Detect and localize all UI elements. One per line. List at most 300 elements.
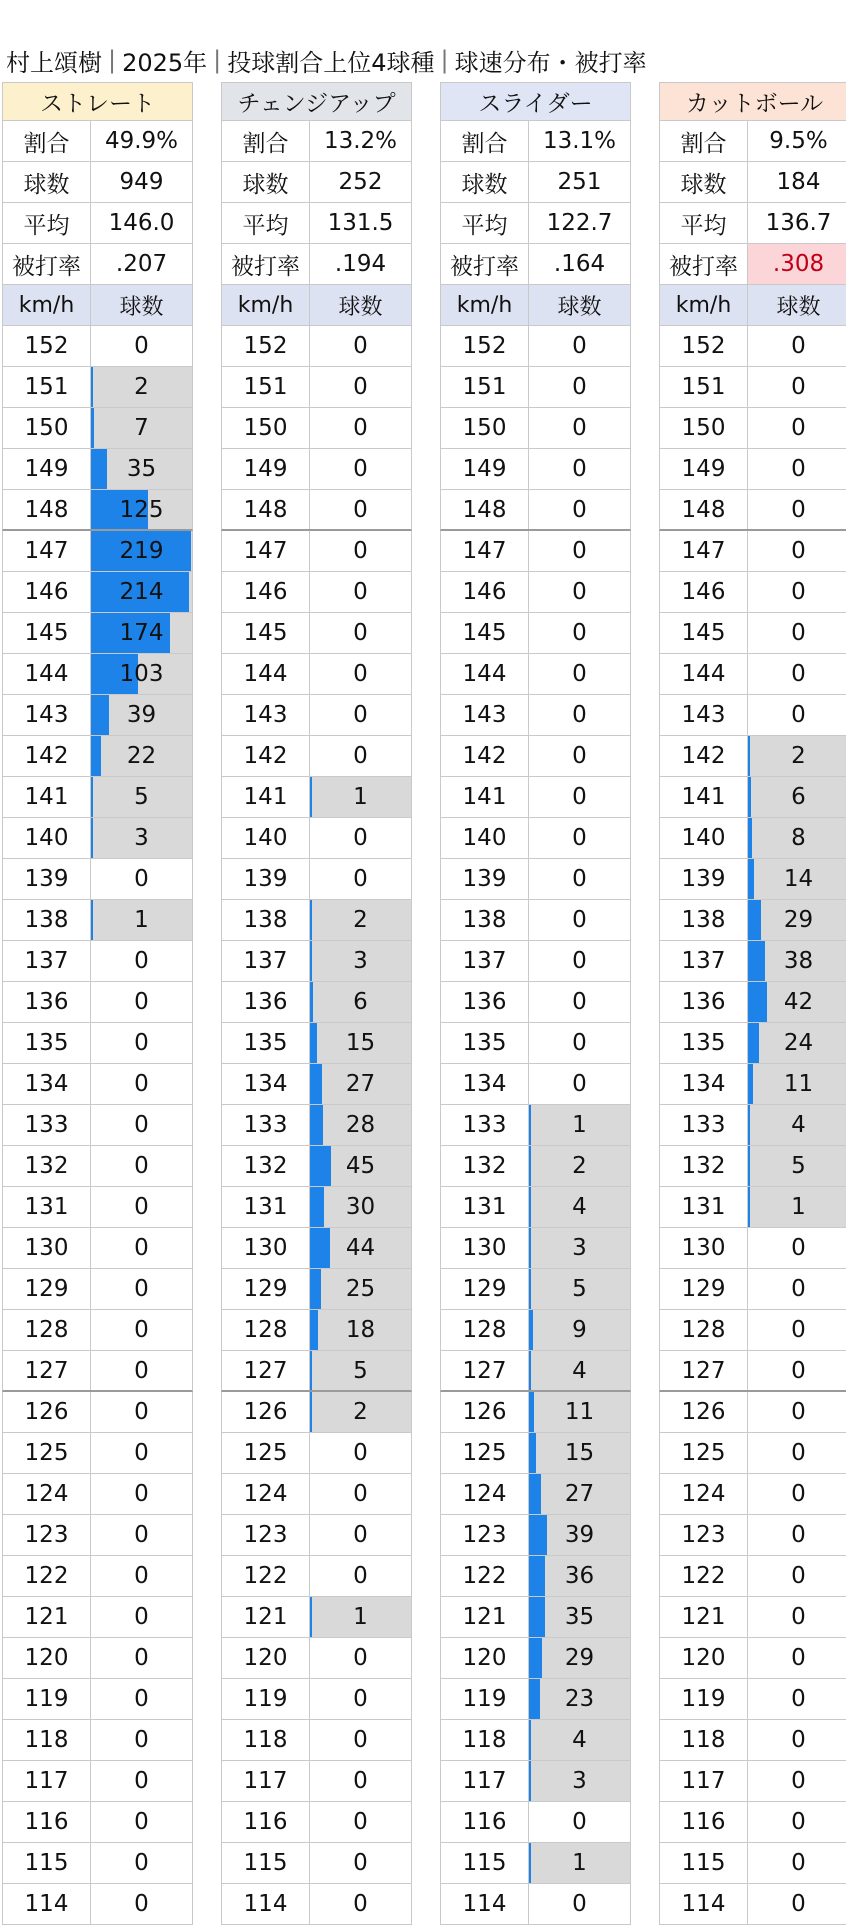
count-bar (310, 982, 313, 1022)
count-value: 0 (572, 784, 587, 810)
count-value: 0 (572, 374, 587, 400)
speed-row (221, 490, 412, 531)
speed-label: 146 (660, 572, 748, 612)
stat-ratio-label: 割合 (222, 121, 310, 161)
speed-label: 138 (660, 900, 748, 940)
speed-row (440, 1638, 631, 1679)
speed-label: 131 (222, 1187, 310, 1227)
speed-row (440, 1351, 631, 1392)
speed-label: 151 (441, 367, 529, 407)
count-value: 0 (791, 1317, 806, 1343)
speed-row (221, 1392, 412, 1433)
speed-label: 147 (222, 531, 310, 571)
speed-row (221, 736, 412, 777)
count-value: 0 (572, 579, 587, 605)
pitch-count-cell (91, 818, 192, 858)
pitch-count-cell (91, 1392, 192, 1432)
pitch-count-cell (91, 1228, 192, 1268)
count-value: 0 (791, 1440, 806, 1466)
pitch-count-cell (529, 449, 630, 489)
count-value: 3 (134, 825, 149, 851)
speed-row (440, 818, 631, 859)
count-value: 0 (134, 1891, 149, 1917)
count-value: 18 (345, 1317, 376, 1343)
count-value: 9 (572, 1317, 587, 1343)
pitch-count-cell (91, 531, 192, 571)
speed-label: 134 (660, 1064, 748, 1104)
pitch-count-cell (91, 1761, 192, 1801)
speed-row (659, 1761, 846, 1802)
pitch-count-cell (310, 1064, 411, 1104)
count-value: 0 (134, 948, 149, 974)
speed-row (221, 1023, 412, 1064)
count-bar (310, 900, 312, 940)
count-value: 0 (572, 415, 587, 441)
speed-label: 122 (222, 1556, 310, 1596)
speed-label: 128 (3, 1310, 91, 1350)
pitch-count-cell (748, 695, 846, 735)
speed-label: 134 (222, 1064, 310, 1104)
speed-label: 118 (222, 1720, 310, 1760)
speed-label: 126 (441, 1392, 529, 1432)
count-value: 24 (783, 1030, 814, 1056)
count-value: 0 (353, 1481, 368, 1507)
pitch-count-cell (748, 900, 846, 940)
pitch-count-cell (748, 1802, 846, 1842)
speed-label: 131 (660, 1187, 748, 1227)
count-bar (529, 1556, 545, 1596)
speed-row (2, 1187, 193, 1228)
stat-count-label: 球数 (441, 162, 529, 202)
speed-label: 146 (222, 572, 310, 612)
count-bar (91, 900, 93, 940)
count-value: 28 (345, 1112, 376, 1138)
speed-label: 128 (660, 1310, 748, 1350)
speed-label: 124 (3, 1474, 91, 1514)
pitch-count-cell (310, 900, 411, 940)
speed-row (440, 1761, 631, 1802)
speed-row (221, 859, 412, 900)
pitch-name-header: ストレート (2, 82, 193, 121)
pitch-count-cell (529, 1228, 630, 1268)
pitch-count-cell (310, 1679, 411, 1719)
count-value: 39 (564, 1522, 595, 1548)
speed-label: 123 (441, 1515, 529, 1555)
count-value: 0 (353, 1768, 368, 1794)
pitch-count-cell (91, 1597, 192, 1637)
pitch-count-cell (748, 1884, 846, 1924)
pitch-count-cell (529, 1187, 630, 1227)
count-value: 1 (791, 1194, 806, 1220)
speed-row (440, 531, 631, 572)
speed-label: 115 (441, 1843, 529, 1883)
speed-label: 116 (222, 1802, 310, 1842)
pitch-count-cell (529, 941, 630, 981)
pitch-count-cell (91, 1433, 192, 1473)
speed-row (221, 1638, 412, 1679)
speed-label: 141 (3, 777, 91, 817)
pitch-count-cell (748, 941, 846, 981)
stat-average-speed-label: 平均 (222, 203, 310, 243)
pitch-count-cell (91, 736, 192, 776)
stat-count-label: 球数 (660, 162, 748, 202)
distribution-header-row (2, 285, 193, 326)
stat-average-speed-value: 131.5 (327, 210, 394, 236)
speed-label: 137 (660, 941, 748, 981)
speed-label: 152 (441, 326, 529, 366)
count-bar (748, 1023, 759, 1063)
speed-row (659, 1064, 846, 1105)
speed-label: 137 (222, 941, 310, 981)
speed-row (2, 449, 193, 490)
pitch-count-cell (310, 1556, 411, 1596)
count-bar (529, 1597, 545, 1637)
speed-row (221, 1556, 412, 1597)
pitch-count-cell (310, 1884, 411, 1924)
stat-batting-average-against-value: .207 (115, 251, 168, 277)
stat-ratio-row (221, 121, 412, 162)
speed-label: 151 (660, 367, 748, 407)
pitch-panel (221, 82, 412, 1925)
pitch-count-cell (91, 449, 192, 489)
speed-row (659, 1269, 846, 1310)
count-value: 30 (345, 1194, 376, 1220)
count-value: 14 (783, 866, 814, 892)
stat-ratio-label: 割合 (3, 121, 91, 161)
speed-label: 115 (222, 1843, 310, 1883)
pitch-count-cell (529, 1310, 630, 1350)
speed-label: 117 (441, 1761, 529, 1801)
pitch-count-cell (748, 1761, 846, 1801)
pitch-count-cell (529, 695, 630, 735)
count-value: 0 (353, 538, 368, 564)
count-bar (529, 1433, 536, 1473)
count-value: 0 (134, 1686, 149, 1712)
pitch-count-cell (748, 367, 846, 407)
count-value: 0 (353, 496, 368, 523)
speed-label: 132 (441, 1146, 529, 1186)
pitch-count-cell (529, 1884, 630, 1924)
stat-ratio-row (2, 121, 193, 162)
pitch-count-cell (310, 1802, 411, 1842)
speed-row (440, 367, 631, 408)
count-value: 29 (564, 1645, 595, 1671)
speed-label: 116 (441, 1802, 529, 1842)
pitch-count-column-header: 球数 (338, 294, 383, 320)
pitch-count-cell (529, 1679, 630, 1719)
count-value: 2 (353, 907, 368, 933)
stat-average-speed-row (2, 203, 193, 244)
pitch-count-cell (529, 1843, 630, 1883)
speed-row (659, 941, 846, 982)
speed-row (2, 736, 193, 777)
count-value: 0 (353, 1522, 368, 1548)
count-value: 0 (353, 374, 368, 400)
speed-row (440, 490, 631, 531)
pitch-count-cell (310, 613, 411, 653)
pitch-count-cell (310, 326, 411, 366)
pitch-count-cell (529, 1392, 630, 1432)
speed-row (221, 941, 412, 982)
count-bar (529, 1228, 531, 1268)
pitch-count-cell (748, 1023, 846, 1063)
speed-row (2, 1310, 193, 1351)
speed-label: 121 (441, 1597, 529, 1637)
pitch-count-cell (748, 1638, 846, 1678)
speed-row (2, 654, 193, 695)
count-value: 0 (353, 579, 368, 605)
count-value: 5 (791, 1153, 806, 1179)
count-value: 36 (564, 1563, 595, 1589)
pitch-count-cell (310, 531, 411, 571)
stat-ratio-value: 9.5% (769, 128, 828, 154)
count-value: 44 (345, 1235, 376, 1261)
pitch-count-cell (748, 613, 846, 653)
count-value: 0 (572, 743, 587, 769)
speed-label: 132 (3, 1146, 91, 1186)
speed-label: 151 (3, 367, 91, 407)
pitch-count-cell (529, 982, 630, 1022)
pitch-count-cell (310, 1105, 411, 1145)
count-bar (748, 818, 752, 858)
count-bar (529, 1474, 541, 1514)
stat-average-speed-value: 122.7 (546, 210, 613, 236)
speed-row (2, 1228, 193, 1269)
speed-row (659, 1679, 846, 1720)
pitch-count-cell (91, 613, 192, 653)
count-value: 0 (572, 702, 587, 728)
count-bar (310, 941, 312, 981)
speed-row (221, 1474, 412, 1515)
pitch-count-cell (529, 613, 630, 653)
speed-row (221, 1843, 412, 1884)
count-value: 0 (134, 1071, 149, 1097)
speed-row (440, 1802, 631, 1843)
speed-row (2, 1597, 193, 1638)
pitch-count-cell (310, 1269, 411, 1309)
speed-label: 117 (3, 1761, 91, 1801)
count-value: 0 (353, 1563, 368, 1589)
speed-label: 125 (660, 1433, 748, 1473)
count-value: 0 (134, 1727, 149, 1753)
speed-label: 150 (441, 408, 529, 448)
speed-label: 122 (660, 1556, 748, 1596)
speed-label: 147 (441, 531, 529, 571)
speed-row (221, 900, 412, 941)
speed-label: 123 (660, 1515, 748, 1555)
count-value: 0 (134, 1768, 149, 1794)
speed-label: 121 (660, 1597, 748, 1637)
speed-row (2, 695, 193, 736)
speed-label: 131 (441, 1187, 529, 1227)
stat-batting-average-against-row (659, 244, 846, 285)
speed-row (221, 1310, 412, 1351)
pitch-count-cell (310, 1433, 411, 1473)
speed-label: 143 (660, 695, 748, 735)
speed-row (2, 367, 193, 408)
speed-label: 126 (3, 1392, 91, 1432)
speed-row (659, 1720, 846, 1761)
pitch-count-cell (529, 1064, 630, 1104)
count-value: 0 (134, 1317, 149, 1343)
speed-label: 141 (660, 777, 748, 817)
count-value: 0 (572, 866, 587, 892)
stat-count-row (440, 162, 631, 203)
pitch-count-cell (91, 1064, 192, 1104)
speed-row (2, 859, 193, 900)
pitch-count-cell (529, 490, 630, 529)
pitch-count-cell (91, 408, 192, 448)
speed-label: 140 (3, 818, 91, 858)
count-value: 0 (353, 702, 368, 728)
pitch-count-cell (529, 1351, 630, 1390)
speed-label: 144 (660, 654, 748, 694)
count-value: 27 (564, 1481, 595, 1507)
count-value: 0 (134, 866, 149, 892)
count-value: 0 (353, 1809, 368, 1835)
stat-batting-average-against-row (2, 244, 193, 285)
pitch-count-cell (310, 777, 411, 817)
count-value: 0 (134, 989, 149, 1015)
pitch-count-cell (748, 1228, 846, 1268)
stat-ratio-value: 13.1% (542, 128, 617, 154)
speed-row (2, 1433, 193, 1474)
count-value: 23 (564, 1686, 595, 1712)
count-value: 2 (134, 374, 149, 400)
speed-row (659, 1802, 846, 1843)
pitch-count-cell (91, 777, 192, 817)
count-bar (529, 1269, 531, 1309)
speed-row (659, 1556, 846, 1597)
count-value: 0 (572, 948, 587, 974)
speed-column-header: km/h (3, 285, 91, 325)
speed-row (440, 1269, 631, 1310)
pitch-count-cell (310, 490, 411, 529)
speed-row (440, 1720, 631, 1761)
count-bar (748, 1064, 753, 1104)
pitch-count-cell (529, 572, 630, 612)
count-value: 0 (572, 661, 587, 687)
speed-row (221, 531, 412, 572)
speed-row (2, 777, 193, 818)
count-value: 0 (134, 1357, 149, 1384)
stat-batting-average-against-value: .308 (748, 244, 846, 284)
count-value: 0 (572, 620, 587, 646)
count-value: 0 (791, 1891, 806, 1917)
pitch-count-cell (529, 1023, 630, 1063)
count-value: 0 (791, 620, 806, 646)
pitch-count-cell (91, 1310, 192, 1350)
speed-row (659, 326, 846, 367)
count-value: 15 (345, 1030, 376, 1056)
speed-row (2, 490, 193, 531)
speed-label: 144 (222, 654, 310, 694)
count-value: 4 (791, 1112, 806, 1138)
count-value: 0 (353, 1850, 368, 1876)
stat-count-label: 球数 (222, 162, 310, 202)
pitch-count-cell (91, 695, 192, 735)
speed-row (659, 1884, 846, 1925)
count-value: 214 (119, 579, 164, 605)
count-value: 0 (134, 333, 149, 359)
speed-label: 121 (3, 1597, 91, 1637)
speed-row (440, 1105, 631, 1146)
speed-row (221, 1064, 412, 1105)
pitch-count-cell (310, 1474, 411, 1514)
count-bar (748, 900, 761, 940)
speed-label: 144 (441, 654, 529, 694)
speed-label: 125 (3, 1433, 91, 1473)
speed-label: 149 (3, 449, 91, 489)
count-value: 0 (572, 1891, 587, 1917)
pitch-panel (440, 82, 631, 1925)
speed-label: 134 (3, 1064, 91, 1104)
speed-label: 136 (222, 982, 310, 1022)
pitch-count-cell (748, 1269, 846, 1309)
pitch-count-cell (748, 777, 846, 817)
stat-ratio-value: 13.2% (323, 128, 398, 154)
pitch-panel (659, 82, 846, 1925)
speed-row (221, 367, 412, 408)
count-bar (310, 1105, 323, 1145)
pitch-count-cell (310, 818, 411, 858)
speed-label: 133 (222, 1105, 310, 1145)
speed-row (440, 1228, 631, 1269)
pitch-name-header: スライダー (440, 82, 631, 121)
pitch-count-cell (529, 1638, 630, 1678)
stat-count-row (659, 162, 846, 203)
speed-row (440, 449, 631, 490)
speed-label: 133 (441, 1105, 529, 1145)
pitch-count-cell (529, 1556, 630, 1596)
speed-label: 135 (660, 1023, 748, 1063)
speed-row (2, 982, 193, 1023)
speed-label: 148 (3, 490, 91, 529)
pitch-count-cell (91, 1023, 192, 1063)
count-value: 0 (791, 1686, 806, 1712)
count-value: 0 (353, 743, 368, 769)
speed-label: 146 (3, 572, 91, 612)
speed-row (659, 490, 846, 531)
count-bar (310, 1023, 317, 1063)
count-value: 0 (353, 1727, 368, 1753)
speed-row (221, 1761, 412, 1802)
speed-column-header: km/h (660, 285, 748, 325)
count-value: 2 (791, 743, 806, 769)
count-bar (529, 1392, 534, 1432)
speed-row (2, 572, 193, 613)
speed-label: 134 (441, 1064, 529, 1104)
count-value: 3 (572, 1235, 587, 1261)
pitch-count-cell (529, 326, 630, 366)
count-value: 29 (783, 907, 814, 933)
speed-label: 144 (3, 654, 91, 694)
speed-row (440, 1843, 631, 1884)
count-bar (748, 859, 754, 899)
speed-row (659, 982, 846, 1023)
pitch-count-cell (529, 1802, 630, 1842)
speed-label: 142 (441, 736, 529, 776)
speed-row (2, 900, 193, 941)
speed-label: 130 (660, 1228, 748, 1268)
stat-count-value: 251 (557, 169, 602, 195)
count-value: 0 (353, 1891, 368, 1917)
speed-label: 127 (3, 1351, 91, 1390)
speed-row (659, 1392, 846, 1433)
count-value: 0 (353, 866, 368, 892)
speed-row (221, 1884, 412, 1925)
count-value: 0 (791, 496, 806, 523)
